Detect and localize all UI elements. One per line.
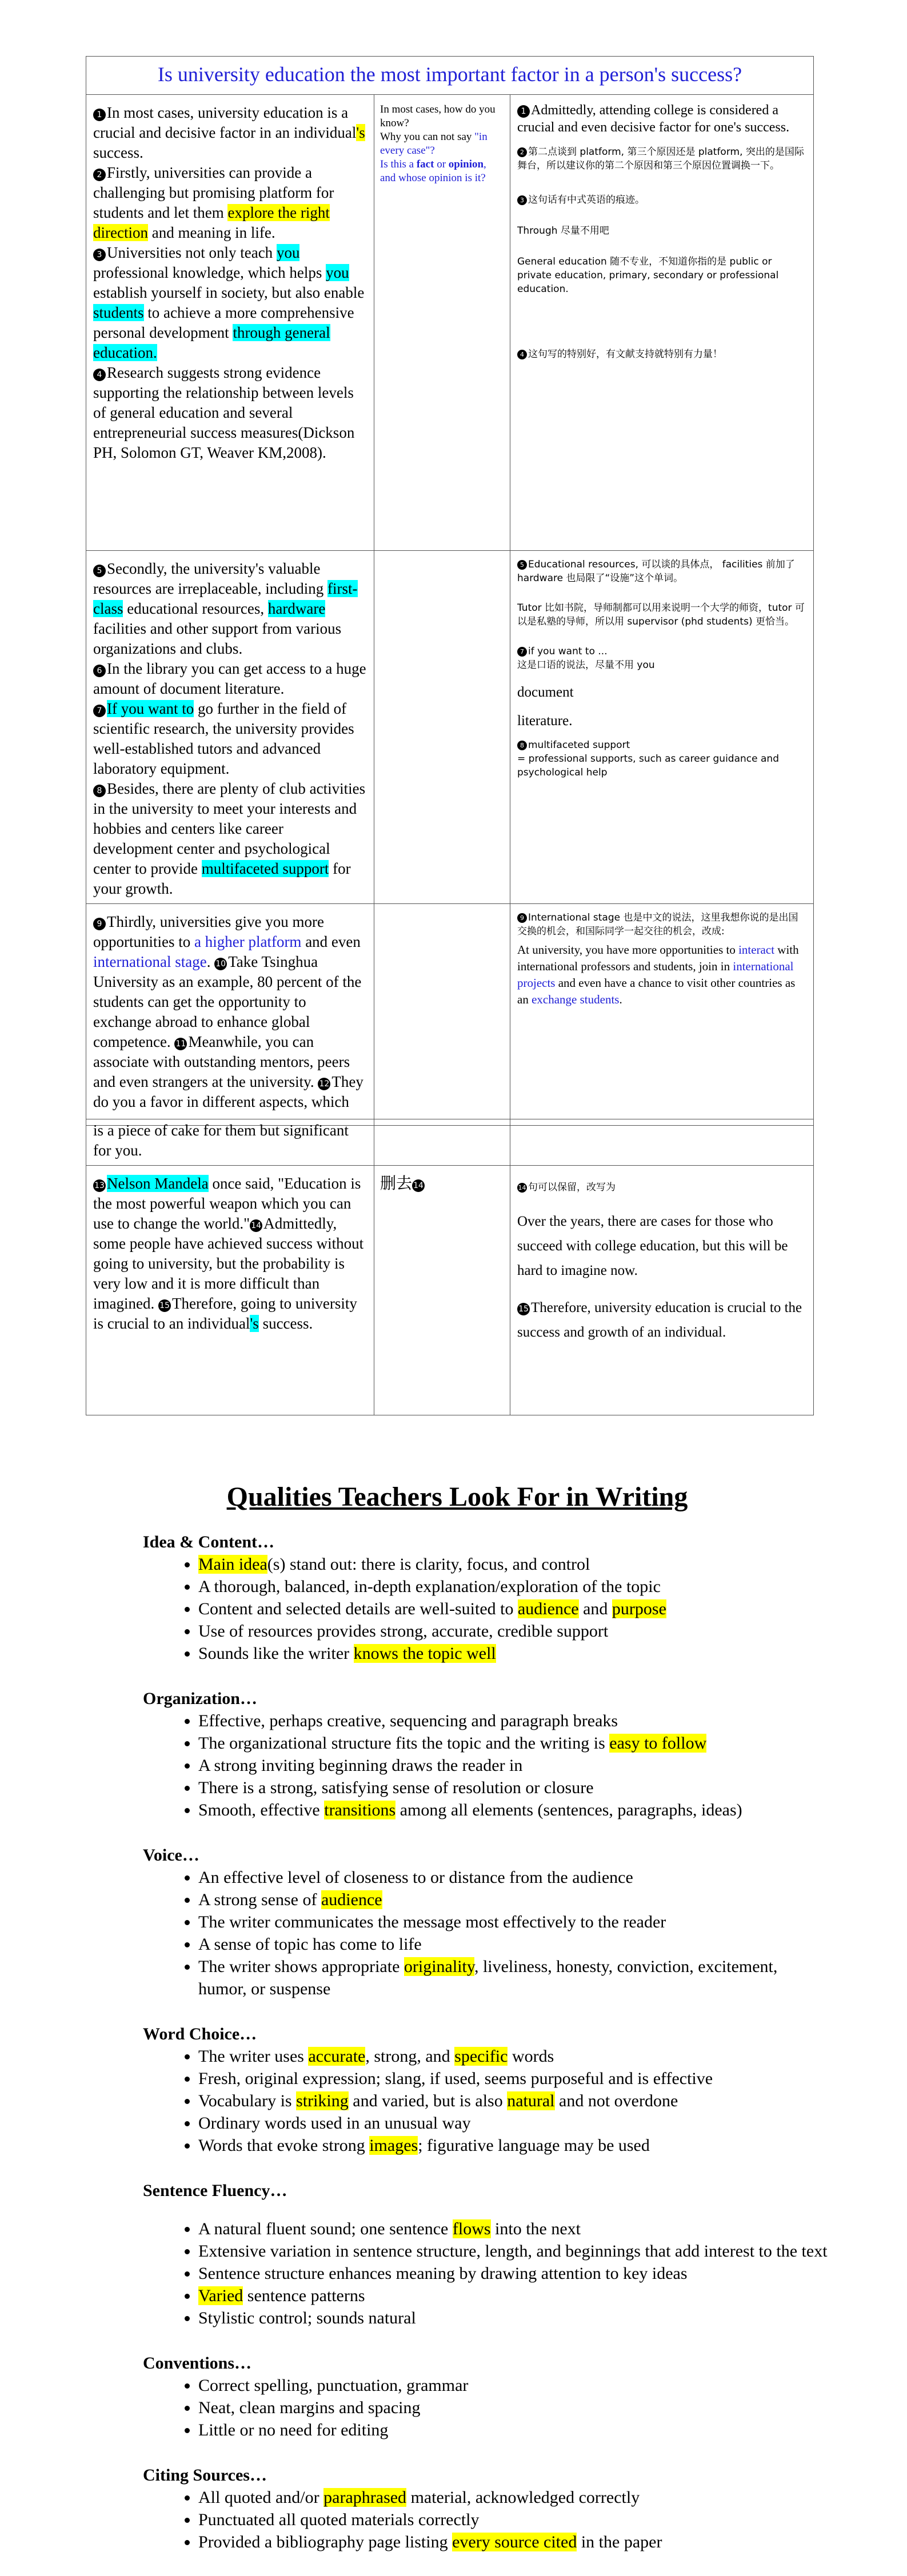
- sentence-11: Meanwhile, you can associate with outstanding mentors, peers and even strangers at the university.: [93, 1033, 350, 1090]
- item-text: Smooth, effective: [198, 1801, 325, 1819]
- comment-general-education: General education 随不专业，不知道你指的是 public or private education, primary, secondary or professional education.: [517, 256, 779, 295]
- sentence-2: Firstly, universities can provide a challenging but promising platform for students and let them: [93, 164, 334, 221]
- comment-literature: literature.: [517, 713, 573, 729]
- sentence-1: In most cases, university education is a crucial and decisive factor in an individual: [93, 104, 357, 141]
- item-text: material, acknowledged correctly: [406, 2488, 640, 2507]
- sentence-number: 8: [517, 741, 527, 750]
- list-item: [198, 2218, 829, 2240]
- highlight: paraphrased: [323, 2488, 407, 2507]
- bold-word: opinion: [448, 158, 484, 170]
- item-text: Words that evoke strong: [198, 2136, 370, 2155]
- rewrite-text: .: [619, 993, 622, 1006]
- highlight: Varied: [198, 2286, 243, 2305]
- item-text: Vocabulary is: [198, 2091, 297, 2110]
- sentence-12: They do you a favor in different aspects, which: [93, 1073, 363, 1110]
- list-item: [198, 2045, 829, 2067]
- sentence-number: 14: [250, 1219, 262, 1232]
- essay-title-cell: [86, 57, 814, 95]
- highlight: flows: [452, 2219, 491, 2238]
- list-item: [198, 2486, 829, 2509]
- title-row: [86, 57, 814, 95]
- comment-cell: [510, 95, 814, 551]
- voice-list: [143, 1866, 829, 2000]
- highlight: audience: [517, 1599, 579, 1618]
- question-2-text: Why you can not say: [380, 131, 475, 143]
- sentence-number: 1: [93, 109, 106, 121]
- list-item: [198, 1889, 829, 1911]
- item-text: , liveliness, honesty, conviction, excitement, humor, or suspense: [198, 1957, 778, 1998]
- essay-text-cell: [86, 1166, 374, 1415]
- sentence-13: once said, "Education is the most powerful weapon which you can use to change the world.": [93, 1175, 361, 1232]
- item-text: Sounds like the writer: [198, 1644, 354, 1663]
- list-item: • Little or no need for editing: [198, 2419, 829, 2441]
- list-item: • There is a strong, satisfying sense of resolution or closure: [198, 1777, 829, 1799]
- sentence-10: Take Tsinghua University as an example, 80 percent of the students can get the opportunity to exchange abroad to enhance global competence.: [93, 953, 362, 1050]
- highlight: Nelson Mandela: [107, 1175, 209, 1192]
- highlight: you: [326, 264, 349, 281]
- highlight: you: [276, 244, 300, 261]
- highlight: 's: [356, 124, 365, 141]
- sentence-number: 13: [93, 1179, 106, 1192]
- essay-text-cell: [86, 95, 374, 551]
- list-item: • Extensive variation in sentence structure, length, and beginnings that add interest to the text: [198, 2240, 829, 2262]
- highlight: striking: [296, 2091, 349, 2110]
- item-text: and: [578, 1599, 612, 1618]
- list-item: [198, 1642, 829, 1665]
- highlight: transitions: [324, 1801, 396, 1819]
- sentence-5-part: educational resources,: [123, 600, 268, 617]
- highlight: purpose: [612, 1599, 666, 1618]
- sentence-6: In the library you can get access to a huge amount of document literature.: [93, 660, 366, 697]
- sentence-fluency-list: [143, 2218, 829, 2329]
- sentence-number: 4: [517, 350, 527, 359]
- item-text: and not overdone: [554, 2091, 678, 2110]
- list-item: [198, 2134, 829, 2157]
- item-text: in the paper: [577, 2533, 662, 2551]
- comment-2: [517, 145, 806, 173]
- list-item: [198, 1732, 829, 1754]
- blue-phrase: international projects: [517, 959, 794, 990]
- question-cell: [374, 1166, 510, 1415]
- organization-list: [143, 1710, 829, 1821]
- item-text: The writer uses: [198, 2047, 309, 2066]
- item-text: among all elements (sentences, paragraphs, ideas): [395, 1801, 742, 1819]
- blue-phrase: international stage: [93, 953, 207, 970]
- item-text: and varied, but is also: [348, 2091, 508, 2110]
- sentence-number: 15: [158, 1299, 171, 1312]
- list-item: • Use of resources provides strong, accurate, credible support: [198, 1620, 829, 1642]
- blue-phrase: "in every case"?: [380, 131, 488, 157]
- question-cell: [374, 904, 510, 1126]
- comment-15: [517, 1295, 806, 1345]
- section-heading: Voice…: [143, 1846, 199, 1865]
- comment-2-text: 第二点谈到 platform, 第三个原因还是 platform, 突出的是国际舞台，所以建议你的第二个原因和第三个原因位置调换一下。: [517, 146, 804, 171]
- essay-row-4: [86, 1119, 814, 1166]
- question-3-text: , and whose opinion is it?: [380, 158, 486, 184]
- sentence-9-end: .: [206, 953, 211, 970]
- list-item: • Stylistic control; sounds natural: [198, 2307, 829, 2329]
- item-text: (s) stand out: there is clarity, focus, and control: [267, 1555, 590, 1574]
- highlight: specific: [454, 2047, 508, 2066]
- comment-cell: [510, 1166, 814, 1415]
- essay-text-cell: [86, 551, 374, 904]
- list-item: [198, 1955, 829, 2000]
- essay-text-cell: [86, 904, 374, 1126]
- sentence-15-end: success.: [258, 1315, 313, 1332]
- item-text: , strong, and: [365, 2047, 455, 2066]
- comment-7-text: if you want to ...: [528, 646, 608, 657]
- section-heading: Conventions…: [143, 2354, 252, 2373]
- idea-content-list: [143, 1553, 829, 1665]
- blue-phrase: a higher platform: [194, 933, 302, 950]
- sentence-1-end: success.: [93, 144, 143, 161]
- highlight: natural: [507, 2091, 555, 2110]
- highlight: multifaceted support: [201, 860, 329, 877]
- section-heading: Word Choice…: [143, 2025, 257, 2043]
- list-item: • Ordinary words used in an unusual way: [198, 2112, 829, 2134]
- highlight: accurate: [308, 2047, 366, 2066]
- item-text: A natural fluent sound; one sentence: [198, 2219, 453, 2238]
- sentence-number: 4: [93, 369, 106, 381]
- comment-1-text: Admittedly, attending college is considered a crucial and even decisive factor for one's success.: [517, 103, 790, 135]
- sentence-number: 10: [214, 958, 227, 970]
- sentence-9-part: and even: [301, 933, 361, 950]
- sentence-number: 11: [174, 1038, 187, 1050]
- conventions-list: [143, 2374, 829, 2441]
- item-text: ; figurative language may be used: [418, 2136, 650, 2155]
- highlight: images: [369, 2136, 418, 2155]
- sentence-number: 5: [93, 565, 106, 577]
- item-text: Provided a bibliography page listing: [198, 2533, 453, 2551]
- list-item: • A strong inviting beginning draws the reader in: [198, 1754, 829, 1777]
- sentence-number: 6: [93, 665, 106, 677]
- section-heading: Sentence Fluency…: [143, 2181, 287, 2200]
- highlight: students: [93, 304, 144, 321]
- rewrite-text: At university, you have more opportunities to: [517, 943, 739, 957]
- question-cell: [374, 95, 510, 551]
- sentence-4: Research suggests strong evidence supporting the relationship between levels of general education and several entrepreneurial success measures(Dickson PH, Solomon GT, Weaver KM,2008).: [93, 364, 355, 461]
- sentence-number: 2: [93, 169, 106, 181]
- highlight: 's: [250, 1315, 259, 1332]
- sentence-8: Besides, there are plenty of club activities in the university to meet your interests and hobbies and centers like career development center and psychological center to provide: [93, 780, 366, 877]
- list-item: • An effective level of closeness to or distance from the audience: [198, 1866, 829, 1889]
- sentence-number: 2: [517, 147, 527, 157]
- question-1: In most cases, how do you know?: [380, 103, 496, 129]
- sentence-3: Universities not only teach: [107, 244, 277, 261]
- sentence-12-continued: is a piece of cake for them but significant for you.: [93, 1122, 349, 1159]
- question-cell: [374, 1119, 510, 1166]
- highlight: Main idea: [198, 1555, 267, 1574]
- comment-9: [517, 911, 806, 938]
- list-item: [198, 1598, 829, 1620]
- list-item: [198, 1799, 829, 1821]
- section-heading: Citing Sources…: [143, 2466, 267, 2485]
- comment-cell: [510, 904, 814, 1126]
- comment-8-note: = professional supports, such as career guidance and psychological help: [517, 753, 779, 778]
- highlight: easy to follow: [609, 1734, 707, 1753]
- rewrite-text: with international professors and students, join in: [517, 943, 799, 973]
- item-text: sentence patterns: [243, 2286, 365, 2305]
- question-3-text: Is this a: [380, 158, 417, 170]
- comment-3-text: 这句话有中式英语的痕迹。: [528, 194, 645, 206]
- highlight: audience: [321, 1890, 382, 1909]
- comment-7: [517, 645, 806, 658]
- question-3-text: or: [434, 158, 449, 170]
- sentence-5: Secondly, the university's valuable resources are irreplaceable, including: [93, 560, 328, 597]
- comment-5-text: Educational resources, 可以谈的具体点， facilities 前加了 hardware 也局限了“设施”这个单词。: [517, 559, 795, 584]
- sentence-14: Admittedly, some people have achieved success without going to university, but the probability is very low and it is more difficult than imagined.: [93, 1215, 364, 1312]
- essay-feedback-table-continued: [86, 1119, 814, 1415]
- question-cell: [374, 551, 510, 904]
- question-3: [380, 158, 504, 185]
- sentence-9: Thirdly, universities give you more opportunities to: [93, 913, 324, 950]
- sentence-15: Therefore, going to university is crucial to an individual: [93, 1295, 357, 1332]
- list-item: • A thorough, balanced, in-depth explanation/exploration of the topic: [198, 1575, 829, 1598]
- sentence-number: 9: [93, 918, 106, 930]
- sentence-7: go further in the field of scientific research, the university provides well-established tutors and advanced laboratory equipment.: [93, 700, 354, 777]
- comment-cell: [510, 1119, 814, 1166]
- sentence-8-end: for your growth.: [93, 860, 351, 897]
- qualities-title: Qualities Teachers Look For in Writing: [226, 1482, 688, 1512]
- list-item: • Punctuated all quoted materials correctly: [198, 2509, 829, 2531]
- list-item: [198, 2090, 829, 2112]
- comment-15-text: Therefore, university education is crucial to the success and growth of an individual.: [517, 1300, 802, 1340]
- item-text: All quoted and/or: [198, 2488, 324, 2507]
- essay-row-3: [86, 904, 814, 1126]
- comment-14-text: 句可以保留，改写为: [528, 1182, 616, 1193]
- highlight: knows the topic well: [353, 1644, 496, 1663]
- sentence-2-end: and meaning in life.: [147, 224, 275, 241]
- item-text: The organizational structure fits the topic and the writing is: [198, 1734, 610, 1753]
- sentence-number: 1: [517, 105, 530, 118]
- sentence-number: 5: [517, 560, 527, 570]
- sentence-3-part: professional knowledge, which helps: [93, 264, 326, 281]
- highlight: every source cited: [452, 2533, 577, 2551]
- blue-phrase: interact: [738, 943, 775, 957]
- list-item: • Effective, perhaps creative, sequencing and paragraph breaks: [198, 1710, 829, 1732]
- list-item: • A sense of topic has come to life: [198, 1933, 829, 1955]
- sentence-5-end: facilities and other support from various organizations and clubs.: [93, 620, 342, 657]
- section-heading: Organization…: [143, 1689, 257, 1708]
- blue-phrase: exchange students: [532, 993, 620, 1006]
- comment-9-rewrite: [517, 942, 806, 1008]
- highlight: originality: [403, 1957, 474, 1976]
- essay-row-1: [86, 95, 814, 551]
- sentence-number: 3: [517, 195, 527, 205]
- sentence-number: 7: [93, 705, 106, 717]
- comment-14-rewrite: Over the years, there are cases for those who succeed with college education, but this will be hard to imagine now.: [517, 1214, 788, 1278]
- essay-row-5: [86, 1166, 814, 1415]
- sentence-number: 8: [93, 785, 106, 797]
- highlight: first-class: [93, 580, 358, 617]
- comment-4-text: 这句写的特别好，有文献支持就特别有力量！: [528, 349, 722, 360]
- bold-word: fact: [416, 158, 434, 170]
- essay-text-cell: [86, 1119, 374, 1166]
- highlight: If you want to: [107, 700, 194, 717]
- comment-8-text: multifaceted support: [528, 739, 630, 751]
- comment-3: [517, 193, 806, 207]
- sentence-number: 14: [412, 1179, 425, 1192]
- qualities-section: [143, 1482, 829, 2576]
- highlight: through general education.: [93, 324, 330, 361]
- list-item: [198, 2531, 829, 2553]
- essay-title: Is university education the most important factor in a person's success?: [157, 63, 742, 86]
- sentence-number: 9: [517, 913, 527, 923]
- word-choice-list: [143, 2045, 829, 2157]
- comment-14: [517, 1181, 806, 1194]
- comment-tutor: Tutor 比如书院，导师制都可以用来说明一个大学的师资，tutor 可以是私塾的导师，所以用 supervisor (phd students) 更恰当。: [517, 602, 805, 627]
- highlight: hardware: [267, 600, 326, 617]
- sentence-number: 14: [518, 1184, 526, 1191]
- sentence-number: 3: [93, 249, 106, 261]
- list-item: • Neat, clean margins and spacing: [198, 2397, 829, 2419]
- list-item: • Fresh, original expression; slang, if used, seems purposeful and is effective: [198, 2067, 829, 2090]
- essay-feedback-table: [86, 56, 814, 1126]
- sentence-number: 15: [517, 1303, 530, 1315]
- comment-cell: [510, 551, 814, 904]
- sentence-number: 12: [318, 1078, 330, 1090]
- item-text: A strong sense of: [198, 1890, 321, 1909]
- delete-note: 删去: [380, 1174, 413, 1193]
- sentence-3-part: to achieve a more comprehensive personal development: [93, 304, 354, 341]
- rewrite-text: and even have a chance to visit other countries as an: [517, 976, 796, 1006]
- comment-9-text: International stage 也是中文的说法，这里我想你说的是出国交换的机会，和国际同学一起交往的机会，改成:: [517, 912, 798, 937]
- essay-row-2: [86, 551, 814, 904]
- section-heading: Idea & Content…: [143, 1533, 274, 1551]
- item-text: Content and selected details are well-suited to: [198, 1599, 518, 1618]
- sentence-3-part: establish yourself in society, but also enable: [93, 284, 365, 301]
- question-2: [380, 130, 504, 158]
- sentence-number: 7: [517, 647, 527, 657]
- comment-1: [517, 102, 806, 136]
- comment-document: document: [517, 685, 574, 700]
- highlight: explore the right direction: [93, 204, 330, 241]
- item-text: into the next: [490, 2219, 581, 2238]
- citing-sources-list: [143, 2486, 829, 2553]
- list-item: • Sentence structure enhances meaning by drawing attention to key ideas: [198, 2262, 829, 2285]
- list-item: [198, 2285, 829, 2307]
- comment-4: [517, 347, 806, 361]
- comment-7-note: 这是口语的说法，尽量不用 you: [517, 659, 655, 671]
- item-text: words: [508, 2047, 554, 2066]
- comment-5: [517, 558, 806, 585]
- comment-through: Through 尽量不用吧: [517, 225, 609, 237]
- list-item: [198, 1553, 829, 1575]
- list-item: • The writer communicates the message most effectively to the reader: [198, 1911, 829, 1933]
- item-text: The writer shows appropriate: [198, 1957, 404, 1976]
- list-item: • Correct spelling, punctuation, grammar: [198, 2374, 829, 2397]
- comment-8: [517, 738, 806, 752]
